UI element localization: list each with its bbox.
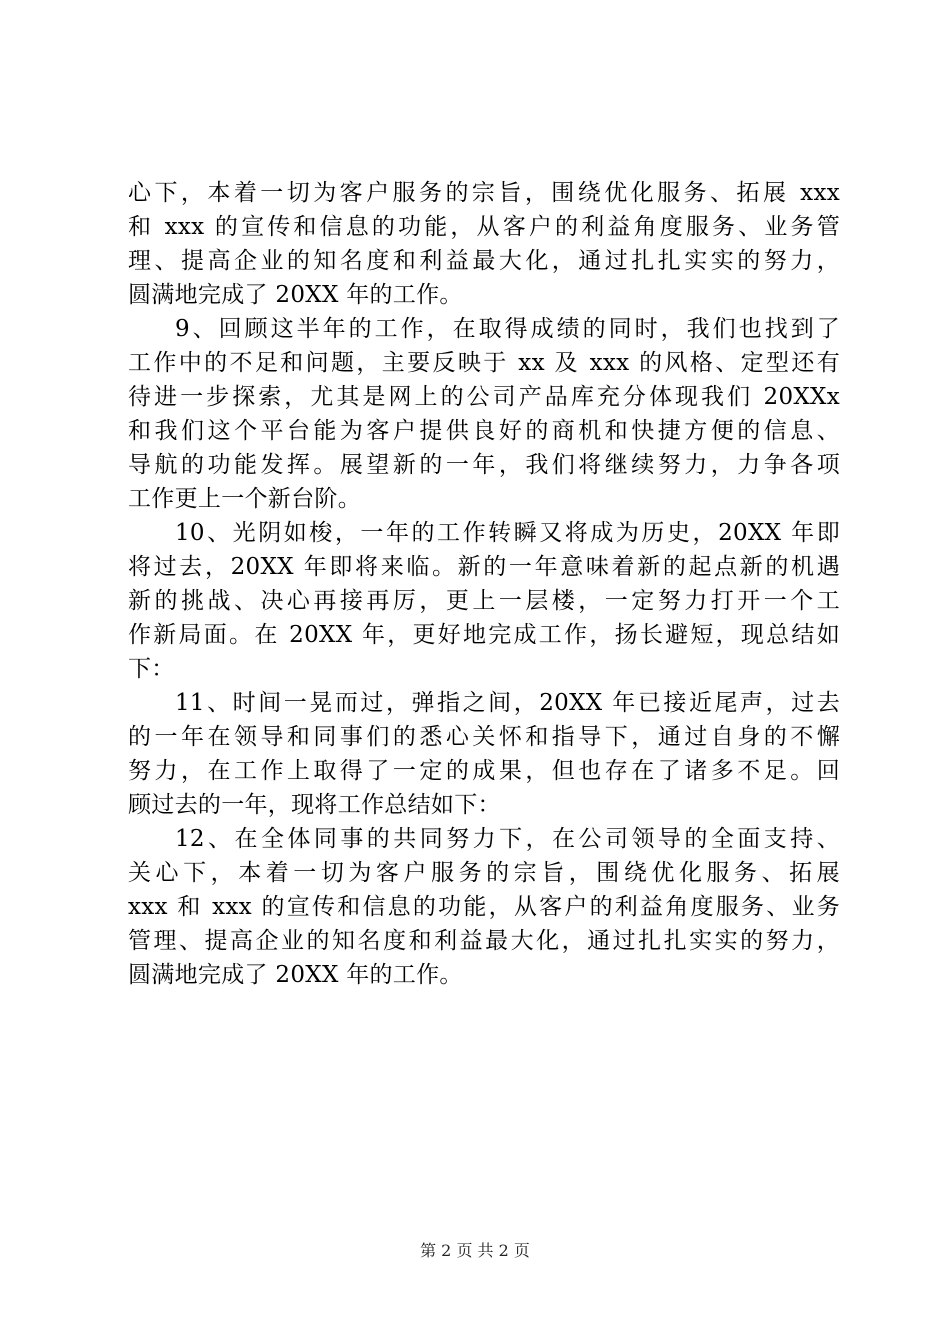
- text-line: 将过去，20XX 年即将来临。新的一年意味着新的起点新的机遇: [128, 554, 840, 580]
- text-line: xxx 和 xxx 的宣传和信息的功能，从客户的利益角度服务、业务: [128, 894, 840, 920]
- text-line: 圆满地完成了 20XX 年的工作。: [128, 282, 463, 308]
- document-body: [128, 176, 840, 992]
- text-line: 9、回顾这半年的工作，在取得成绩的同时，我们也找到了: [175, 316, 840, 342]
- text-line: 工作更上一个新台阶。: [128, 486, 361, 512]
- text-line: 导航的功能发挥。展望新的一年，我们将继续努力，力争各项: [128, 452, 840, 478]
- text-line: 圆满地完成了 20XX 年的工作。: [128, 962, 463, 988]
- paragraph-item-11: [128, 686, 840, 822]
- paragraph-item-9: [128, 312, 840, 516]
- text-line: 和我们这个平台能为客户提供良好的商机和快捷方便的信息、: [128, 418, 840, 444]
- text-line: 顾过去的一年，现将工作总结如下：: [128, 792, 501, 818]
- text-line: 新的挑战、决心再接再厉，更上一层楼，一定努力打开一个工: [128, 588, 840, 614]
- text-line: 工作中的不足和问题，主要反映于 xx 及 xxx 的风格、定型还有: [128, 350, 840, 376]
- text-line: 11、时间一晃而过，弹指之间，20XX 年已接近尾声，过去: [175, 690, 840, 716]
- page-number-footer: 第 2 页 共 2 页: [420, 1241, 530, 1260]
- paragraph-continuation: [128, 176, 840, 312]
- text-line: 作新局面。在 20XX 年，更好地完成工作，扬长避短，现总结如: [128, 622, 840, 648]
- text-line: 管理、提高企业的知名度和利益最大化，通过扎扎实实的努力，: [128, 928, 840, 954]
- text-line: 下：: [128, 656, 175, 682]
- text-line: 理、提高企业的知名度和利益最大化，通过扎扎实实的努力，: [128, 248, 840, 274]
- text-line: 的一年在领导和同事们的悉心关怀和指导下，通过自身的不懈: [128, 724, 840, 750]
- paragraph-item-10: [128, 516, 840, 686]
- text-line: 12、在全体同事的共同努力下，在公司领导的全面支持、: [175, 826, 840, 852]
- text-line: 待进一步探索，尤其是网上的公司产品库充分体现我们 20XXx: [128, 384, 840, 410]
- text-line: 心下，本着一切为客户服务的宗旨，围绕优化服务、拓展 xxx: [128, 180, 840, 206]
- paragraph-item-12: [128, 822, 840, 992]
- text-line: 努力，在工作上取得了一定的成果，但也存在了诸多不足。回: [128, 758, 840, 784]
- text-line: 10、光阴如梭，一年的工作转瞬又将成为历史，20XX 年即: [175, 520, 840, 546]
- text-line: 和 xxx 的宣传和信息的功能，从客户的利益角度服务、业务管: [128, 214, 840, 240]
- text-line: 关心下，本着一切为客户服务的宗旨，围绕优化服务、拓展: [128, 860, 840, 886]
